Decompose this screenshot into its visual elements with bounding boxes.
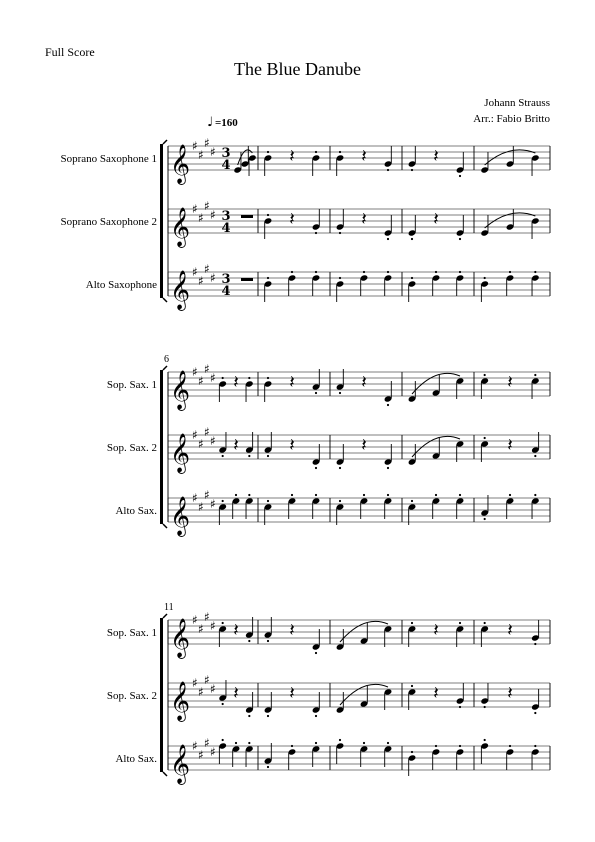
staccato-dot (248, 494, 250, 496)
staccato-dot (235, 494, 237, 496)
instrument-name: Soprano Saxophone 1 (60, 153, 157, 165)
staccato-dot (363, 271, 365, 273)
staccato-dot (411, 685, 413, 687)
quarter-rest-icon: 𝄽 (433, 683, 439, 704)
treble-clef-icon: 𝄞 (170, 433, 191, 473)
staccato-dot (291, 745, 293, 747)
staccato-dot (387, 742, 389, 744)
staccato-dot (387, 238, 389, 240)
staccato-dot (315, 715, 317, 717)
staccato-dot (291, 271, 293, 273)
staccato-dot (315, 271, 317, 273)
staccato-dot (411, 277, 413, 279)
time-signature-numerator: 3 (221, 209, 231, 224)
key-sharp-icon: ♯ (198, 500, 204, 514)
staccato-dot (411, 500, 413, 502)
staccato-dot (411, 238, 413, 240)
quarter-rest-icon: 𝄽 (507, 372, 513, 393)
staccato-dot (509, 271, 511, 273)
staccato-dot (339, 467, 341, 469)
system-bracket (163, 366, 167, 370)
staccato-dot (248, 715, 250, 717)
staccato-dot (509, 494, 511, 496)
staccato-dot (509, 745, 511, 747)
instrument-name: Soprano Saxophone 2 (60, 216, 157, 228)
key-sharp-icon: ♯ (204, 136, 210, 150)
staccato-dot (534, 745, 536, 747)
treble-clef-icon: 𝄞 (170, 618, 191, 658)
measure-number: 11 (164, 602, 174, 613)
quarter-rest-icon: 𝄽 (507, 620, 513, 641)
key-sharp-icon: ♯ (210, 745, 216, 759)
quarter-rest-icon: 𝄽 (433, 146, 439, 167)
quarter-rest-icon: 𝄽 (289, 146, 295, 167)
key-sharp-icon: ♯ (210, 434, 216, 448)
staccato-dot (534, 455, 536, 457)
quarter-rest-icon: 𝄽 (289, 435, 295, 456)
staccato-dot (387, 404, 389, 406)
staccato-dot (222, 622, 224, 624)
treble-clef-icon: 𝄞 (170, 744, 191, 784)
quarter-rest-icon: 𝄽 (233, 683, 239, 704)
quarter-rest-icon: 𝄽 (289, 209, 295, 230)
staccato-dot (534, 374, 536, 376)
staccato-dot (459, 745, 461, 747)
staccato-dot (387, 494, 389, 496)
staccato-dot (459, 238, 461, 240)
tempo-marking: =160 (215, 117, 238, 129)
staccato-dot (484, 437, 486, 439)
key-sharp-icon: ♯ (198, 685, 204, 699)
key-sharp-icon: ♯ (192, 613, 198, 627)
treble-clef-icon: 𝄞 (170, 144, 191, 184)
treble-clef-icon: 𝄞 (170, 207, 191, 247)
staccato-dot (534, 712, 536, 714)
staccato-dot (248, 455, 250, 457)
staccato-dot (459, 706, 461, 708)
staccato-dot (411, 622, 413, 624)
key-sharp-icon: ♯ (198, 748, 204, 762)
instrument-name: Alto Sax. (115, 753, 157, 765)
quarter-rest-icon: 𝄽 (507, 435, 513, 456)
key-sharp-icon: ♯ (192, 265, 198, 279)
staccato-dot (459, 494, 461, 496)
quarter-rest-icon: 𝄽 (507, 683, 513, 704)
instrument-name: Alto Saxophone (85, 279, 157, 291)
instrument-name: Sop. Sax. 1 (106, 627, 157, 639)
staccato-dot (459, 622, 461, 624)
staccato-dot (248, 742, 250, 744)
staccato-dot (267, 214, 269, 216)
staccato-dot (459, 175, 461, 177)
staccato-dot (484, 739, 486, 741)
instrument-name: Alto Sax. (115, 505, 157, 517)
key-sharp-icon: ♯ (204, 610, 210, 624)
staccato-dot (534, 494, 536, 496)
staccato-dot (222, 455, 224, 457)
staccato-dot (339, 151, 341, 153)
time-signature-denominator: 4 (221, 284, 231, 299)
key-sharp-icon: ♯ (204, 262, 210, 276)
key-sharp-icon: ♯ (204, 362, 210, 376)
whole-measure-rest (241, 278, 253, 281)
staccato-dot (248, 640, 250, 642)
staccato-dot (267, 715, 269, 717)
staccato-dot (534, 643, 536, 645)
key-sharp-icon: ♯ (210, 271, 216, 285)
staccato-dot (267, 766, 269, 768)
system-bracket (163, 614, 167, 618)
staccato-dot (387, 271, 389, 273)
key-sharp-icon: ♯ (204, 488, 210, 502)
key-sharp-icon: ♯ (198, 437, 204, 451)
system-bracket (163, 298, 167, 302)
full-score-label: Full Score (45, 45, 95, 59)
staccato-dot (484, 374, 486, 376)
quarter-rest-icon: 𝄽 (361, 146, 367, 167)
staccato-dot (222, 703, 224, 705)
staccato-dot (411, 169, 413, 171)
key-sharp-icon: ♯ (210, 497, 216, 511)
treble-clef-icon: 𝄞 (170, 370, 191, 410)
quarter-rest-icon: 𝄽 (289, 372, 295, 393)
staccato-dot (315, 392, 317, 394)
staccato-dot (363, 742, 365, 744)
quarter-rest-icon: 𝄽 (361, 435, 367, 456)
key-sharp-icon: ♯ (198, 211, 204, 225)
key-sharp-icon: ♯ (198, 622, 204, 636)
key-sharp-icon: ♯ (198, 148, 204, 162)
staccato-dot (459, 271, 461, 273)
page-title: The Blue Danube (234, 59, 361, 79)
staccato-dot (387, 467, 389, 469)
arranger-credit: Arr.: Fabio Britto (473, 113, 550, 125)
staccato-dot (339, 392, 341, 394)
measure-number: 6 (164, 354, 169, 365)
staccato-dot (435, 271, 437, 273)
system-bracket (163, 524, 167, 528)
staccato-dot (363, 494, 365, 496)
quarter-rest-icon: 𝄽 (233, 435, 239, 456)
staccato-dot (267, 640, 269, 642)
staccato-dot (222, 377, 224, 379)
key-sharp-icon: ♯ (192, 202, 198, 216)
staccato-dot (435, 494, 437, 496)
staccato-dot (315, 494, 317, 496)
key-sharp-icon: ♯ (204, 736, 210, 750)
composer-credit: Johann Strauss (484, 97, 550, 109)
key-sharp-icon: ♯ (204, 425, 210, 439)
staccato-dot (248, 377, 250, 379)
key-sharp-icon: ♯ (192, 676, 198, 690)
staccato-dot (235, 742, 237, 744)
system-bracket (163, 140, 167, 144)
quarter-rest-icon: 𝄽 (433, 620, 439, 641)
staccato-dot (315, 742, 317, 744)
key-sharp-icon: ♯ (210, 145, 216, 159)
key-sharp-icon: ♯ (192, 365, 198, 379)
staccato-dot (339, 739, 341, 741)
key-sharp-icon: ♯ (192, 139, 198, 153)
key-sharp-icon: ♯ (192, 739, 198, 753)
whole-measure-rest (241, 215, 253, 218)
quarter-note-icon: ♩ (207, 115, 214, 130)
key-sharp-icon: ♯ (204, 673, 210, 687)
staccato-dot (222, 500, 224, 502)
instrument-name: Sop. Sax. 1 (106, 379, 157, 391)
time-signature-denominator: 4 (221, 158, 231, 173)
staccato-dot (267, 377, 269, 379)
staccato-dot (387, 169, 389, 171)
key-sharp-icon: ♯ (210, 208, 216, 222)
treble-clef-icon: 𝄞 (170, 496, 191, 536)
staccato-dot (267, 277, 269, 279)
time-signature-numerator: 3 (221, 272, 231, 287)
staccato-dot (315, 652, 317, 654)
system-bracket (160, 618, 163, 772)
staccato-dot (534, 271, 536, 273)
time-signature-numerator: 3 (221, 146, 231, 161)
system-bracket (160, 144, 163, 298)
key-sharp-icon: ♯ (192, 428, 198, 442)
staccato-dot (339, 500, 341, 502)
key-sharp-icon: ♯ (192, 491, 198, 505)
time-signature-denominator: 4 (221, 221, 231, 236)
treble-clef-icon: 𝄞 (170, 270, 191, 310)
system-bracket (160, 370, 163, 524)
staccato-dot (484, 622, 486, 624)
key-sharp-icon: ♯ (198, 374, 204, 388)
staccato-dot (222, 739, 224, 741)
instrument-name: Sop. Sax. 2 (106, 442, 157, 454)
key-sharp-icon: ♯ (210, 619, 216, 633)
quarter-rest-icon: 𝄽 (289, 620, 295, 641)
staccato-dot (484, 277, 486, 279)
staccato-dot (291, 494, 293, 496)
staccato-dot (435, 745, 437, 747)
treble-clef-icon: 𝄞 (170, 681, 191, 721)
quarter-rest-icon: 𝄽 (433, 209, 439, 230)
quarter-rest-icon: 𝄽 (289, 683, 295, 704)
staccato-dot (267, 455, 269, 457)
staccato-dot (411, 751, 413, 753)
staccato-dot (267, 151, 269, 153)
staccato-dot (484, 706, 486, 708)
staccato-dot (315, 232, 317, 234)
instrument-name: Sop. Sax. 2 (106, 690, 157, 702)
key-sharp-icon: ♯ (204, 199, 210, 213)
staccato-dot (339, 232, 341, 234)
staccato-dot (339, 277, 341, 279)
quarter-rest-icon: 𝄽 (361, 372, 367, 393)
key-sharp-icon: ♯ (210, 682, 216, 696)
system-bracket (163, 772, 167, 776)
staccato-dot (315, 151, 317, 153)
quarter-rest-icon: 𝄽 (361, 209, 367, 230)
key-sharp-icon: ♯ (198, 274, 204, 288)
key-sharp-icon: ♯ (210, 371, 216, 385)
quarter-rest-icon: 𝄽 (233, 372, 239, 393)
staccato-dot (315, 467, 317, 469)
quarter-rest-icon: 𝄽 (233, 620, 239, 641)
staccato-dot (484, 518, 486, 520)
staccato-dot (267, 500, 269, 502)
